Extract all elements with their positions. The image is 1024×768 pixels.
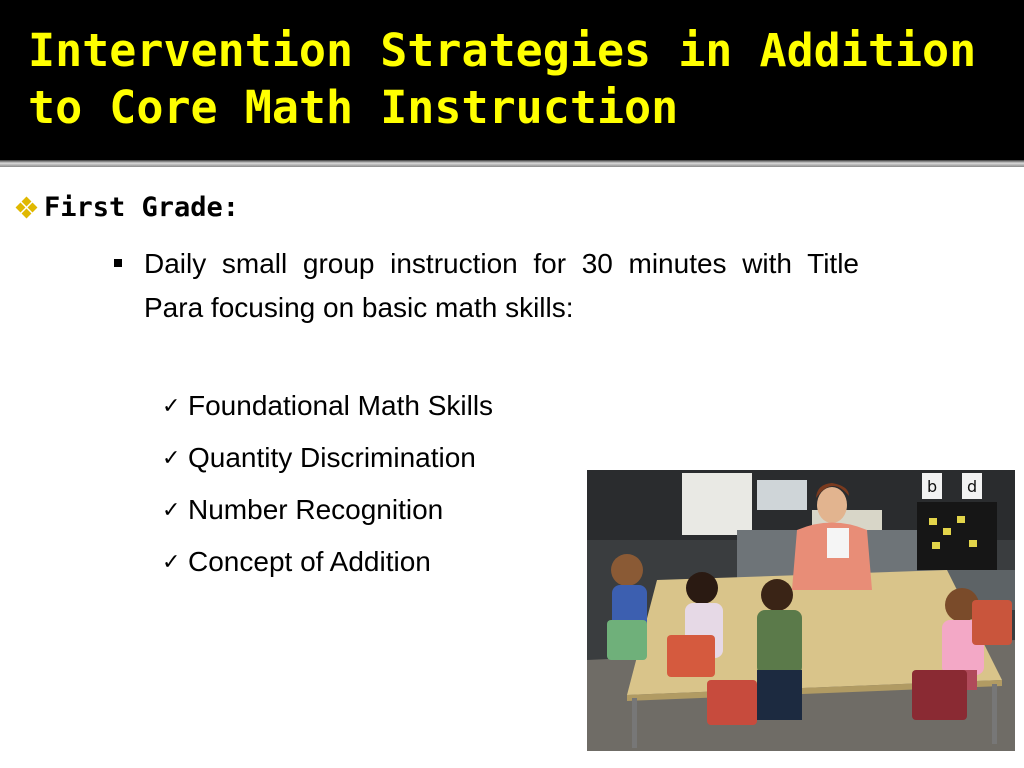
check-icon: ✓ xyxy=(162,549,181,574)
four-diamond-bullet-icon xyxy=(16,197,38,219)
check-icon: ✓ xyxy=(162,445,181,470)
bullet-first-grade xyxy=(16,192,239,223)
first-grade-label: First Grade: xyxy=(44,192,240,223)
list-item: ✓ Foundational Math Skills xyxy=(162,380,493,432)
board-letter-d: d xyxy=(967,477,978,496)
list-item: ✓ Quantity Discrimination xyxy=(162,432,493,484)
bullet-daily-instruction xyxy=(114,242,859,330)
classroom-photo xyxy=(587,470,1015,751)
daily-instruction-text: Daily small group instruction for 30 minutes with Title Para focusing on basic math skills: xyxy=(144,248,859,323)
title-divider xyxy=(0,160,1024,167)
check-icon: ✓ xyxy=(162,393,181,418)
check-icon: ✓ xyxy=(162,497,181,522)
title-bar xyxy=(0,0,1024,160)
list-item: ✓ Number Recognition xyxy=(162,484,493,536)
square-bullet-icon xyxy=(114,259,122,267)
skills-checklist xyxy=(162,380,493,588)
slide-title: Intervention Strategies in Addition to Core Math Instruction xyxy=(28,24,977,134)
board-letter-b: b xyxy=(927,477,938,496)
list-item: ✓ Concept of Addition xyxy=(162,536,493,588)
